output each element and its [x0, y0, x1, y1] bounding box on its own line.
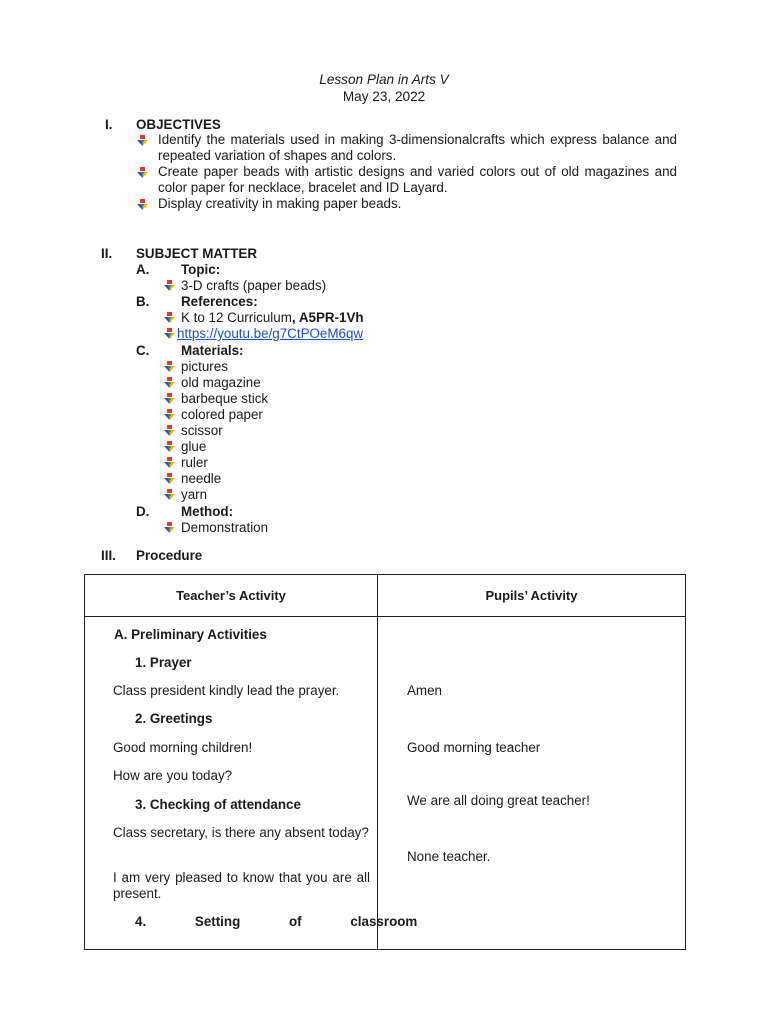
- material-item: needle: [181, 471, 222, 486]
- objective-item: Display creativity in making paper beads.: [158, 196, 402, 211]
- objective-item: Create paper beads with artistic designs and varied colors out of old magazines and color paper for necklace, bracelet and ID Layard.: [158, 164, 677, 195]
- colored-arrow-bullet-icon: [163, 279, 176, 292]
- colored-arrow-bullet-icon: [163, 521, 176, 534]
- material-item: pictures: [181, 359, 228, 374]
- colored-arrow-bullet-icon: [163, 360, 176, 373]
- teacher-activity-cell: [85, 617, 418, 950]
- procedure-number: III.: [101, 548, 116, 563]
- procedure-heading: Procedure: [136, 548, 203, 563]
- objectives-number: I.: [105, 117, 113, 132]
- greetings-line: Good morning children!: [113, 740, 253, 755]
- attendance-heading: 3. Checking of attendance: [135, 797, 301, 812]
- topic-label: Topic:: [181, 262, 221, 277]
- references-letter: B.: [136, 294, 150, 309]
- material-item: colored paper: [181, 407, 263, 422]
- attendance-remark: I am very pleased to know that you are all present.: [113, 870, 370, 901]
- material-item: yarn: [181, 487, 208, 502]
- method-item: Demonstration: [181, 520, 269, 535]
- pupils-activity-cell: [378, 617, 686, 950]
- material-item: scissor: [181, 423, 223, 438]
- subject-matter-heading: SUBJECT MATTER: [136, 246, 258, 261]
- colored-arrow-bullet-icon: [163, 311, 176, 324]
- teacher-activity-header: Teacher’s Activity: [85, 575, 378, 617]
- document-title: Lesson Plan in Arts V: [319, 72, 449, 87]
- colored-arrow-bullet-icon: [163, 327, 176, 340]
- setting-classroom-heading: 4. Setting of classroom: [135, 914, 418, 929]
- pupil-response: Good morning teacher: [407, 740, 541, 755]
- greetings-heading: 2. Greetings: [135, 711, 213, 726]
- topic-letter: A.: [136, 262, 150, 277]
- objectives-heading: OBJECTIVES: [136, 117, 221, 132]
- material-item: barbeque stick: [181, 391, 269, 406]
- colored-arrow-bullet-icon: [163, 424, 176, 437]
- reference-video-link[interactable]: https://youtu.be/g7CtPOeM6qw: [177, 326, 364, 341]
- prayer-instruction: Class president kindly lead the prayer.: [113, 683, 340, 698]
- colored-arrow-bullet-icon: [136, 134, 149, 147]
- attendance-question: Class secretary, is there any absent today?: [113, 825, 369, 840]
- prayer-heading: 1. Prayer: [135, 655, 192, 670]
- pupils-activity-header: Pupils’ Activity: [378, 575, 686, 617]
- material-item: glue: [181, 439, 207, 454]
- colored-arrow-bullet-icon: [163, 440, 176, 453]
- material-item: old magazine: [181, 375, 261, 390]
- reference-curriculum-code: , A5PR-1Vh: [291, 310, 364, 325]
- material-item: ruler: [181, 455, 208, 470]
- greetings-line: How are you today?: [113, 768, 233, 783]
- objective-item: Identify the materials used in making 3-dimensionalcrafts which express balance and repeated variation of shapes and colors.: [158, 132, 677, 163]
- reference-curriculum: [181, 310, 364, 325]
- topic-item: 3-D crafts (paper beads): [181, 278, 327, 293]
- pupil-response: Amen: [407, 683, 442, 698]
- colored-arrow-bullet-icon: [163, 408, 176, 421]
- preliminary-activities-heading: A. Preliminary Activities: [114, 627, 267, 642]
- references-label: References:: [181, 294, 258, 309]
- colored-arrow-bullet-icon: [136, 166, 149, 179]
- document-date: May 23, 2022: [342, 89, 426, 104]
- procedure-table: [84, 574, 686, 950]
- method-letter: D.: [136, 504, 150, 519]
- colored-arrow-bullet-icon: [136, 198, 149, 211]
- pupil-response: We are all doing great teacher!: [407, 793, 590, 808]
- method-label: Method:: [181, 504, 234, 519]
- subject-matter-number: II.: [101, 246, 113, 261]
- pupil-response: None teacher.: [407, 849, 491, 864]
- materials-letter: C.: [136, 343, 150, 358]
- reference-curriculum-text: K to 12 Curriculum: [181, 310, 292, 325]
- colored-arrow-bullet-icon: [163, 376, 176, 389]
- colored-arrow-bullet-icon: [163, 472, 176, 485]
- colored-arrow-bullet-icon: [163, 456, 176, 469]
- colored-arrow-bullet-icon: [163, 488, 176, 501]
- materials-label: Materials:: [181, 343, 244, 358]
- colored-arrow-bullet-icon: [163, 392, 176, 405]
